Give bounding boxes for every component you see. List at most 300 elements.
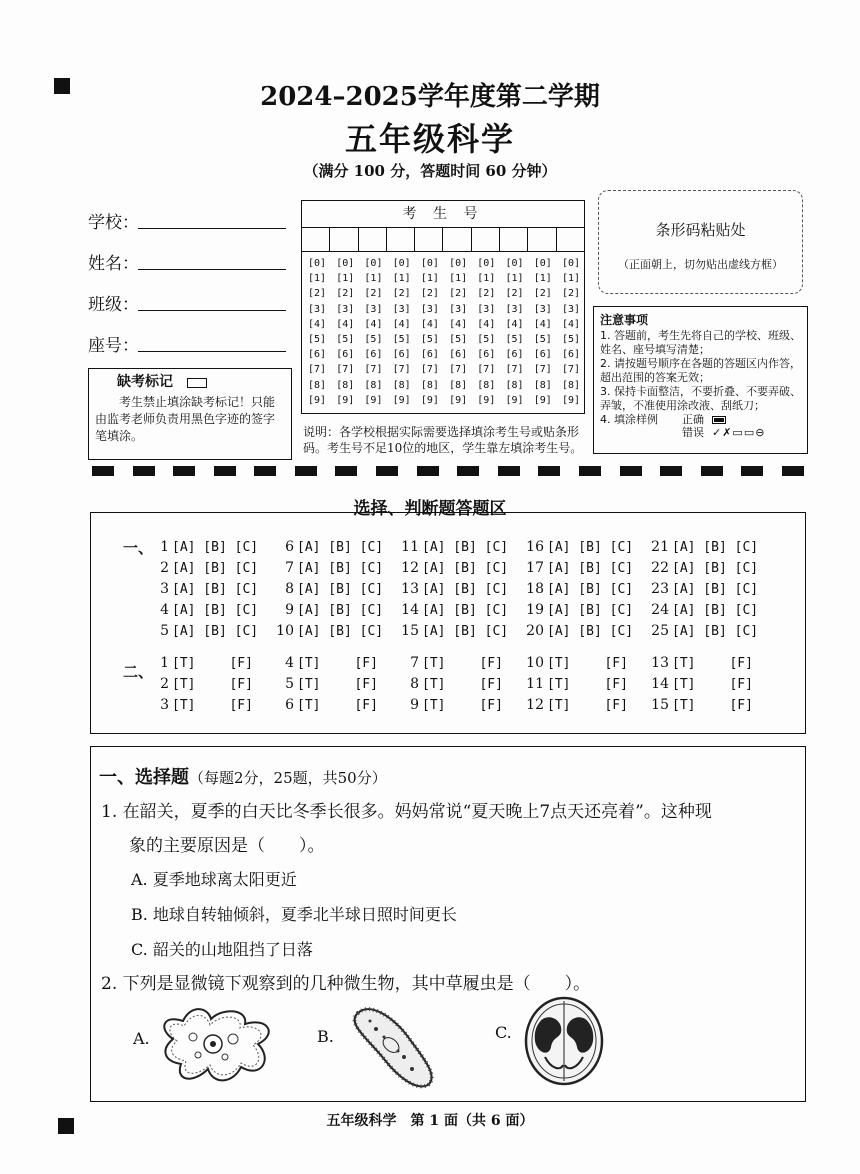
student-id-bubble[interactable]: [1] [449,273,468,285]
student-id-bubble[interactable]: [5] [505,333,524,345]
tf-answer-row[interactable] [649,655,753,671]
student-id-digit-row [304,319,584,334]
tf-answer-row[interactable] [399,676,503,692]
choice-options[interactable]: [A] [B] [C] [547,624,634,639]
student-id-bubble[interactable]: [9] [336,394,355,406]
false-option[interactable]: [F] [229,677,253,692]
seat-field[interactable] [138,351,286,352]
student-id-bubble[interactable]: [1] [533,273,552,285]
answer-area-title: 选择、判断题答题区 [353,499,507,519]
q1-text-cont: 象的主要原因是（ ）。 [129,836,325,856]
choice-options[interactable]: [A] [B] [C] [297,561,384,576]
student-id-bubble[interactable]: [4] [533,318,552,330]
question-number: 16 [526,539,544,555]
choice-answer-row[interactable] [399,560,508,576]
true-option[interactable]: [T] [297,677,321,692]
student-id-bubble[interactable]: [5] [307,333,327,345]
student-id-bubble[interactable]: [6] [561,349,580,361]
student-id-bubble[interactable]: [6] [392,349,411,361]
student-id-bubble[interactable]: [5] [477,333,496,345]
correct-fill-icon [712,416,726,424]
notice-item: 3. 保持卡面整洁，不要折叠、不要弄破、弄皱，不准使用涂改液、刮纸刀； [600,385,801,412]
student-id-digit-row [304,334,584,349]
student-id-bubble[interactable]: [7] [477,364,496,376]
tf-answer-row[interactable] [274,697,378,713]
student-id-bubble[interactable]: [3] [533,303,552,315]
choice-options[interactable]: [A] [B] [C] [547,540,634,555]
false-option[interactable]: [F] [354,677,378,692]
student-id-bubble[interactable]: [3] [420,303,439,315]
student-id-digit-row [304,380,584,395]
student-id-bubble[interactable]: [0] [307,258,327,269]
choice-options[interactable]: [A] [B] [C] [172,624,259,639]
choice-answer-row[interactable] [274,539,383,555]
tf-answer-row[interactable] [149,655,253,671]
student-id-bubble[interactable]: [1] [420,273,439,285]
question-number: 8 [410,676,419,692]
tf-answer-row[interactable] [649,697,753,713]
part2-label: 二、 [123,663,154,681]
fill-sample-label: 4. 填涂样例 [600,413,658,426]
question-number: 25 [651,623,669,639]
question-number: 15 [651,697,669,713]
notice-box [593,306,808,454]
school-field[interactable] [138,228,286,229]
question-number: 20 [526,623,544,639]
student-id-bubble[interactable]: [0] [364,258,383,269]
student-id-bubble[interactable]: [4] [505,318,524,330]
false-option[interactable]: [F] [229,656,253,671]
question-number: 7 [410,655,419,671]
choice-options[interactable]: [A] [B] [C] [547,603,634,618]
student-id-bubble[interactable]: [2] [336,288,355,300]
question-number: 11 [401,539,419,555]
student-id-bubble[interactable]: [7] [307,364,327,376]
student-id-bubble[interactable]: [9] [505,394,524,406]
question-number: 10 [276,623,294,639]
choice-answer-row[interactable] [149,560,258,576]
question-number: 7 [285,560,294,576]
fill-sample-wrong-label: 错误 [682,426,704,439]
choice-answer-row[interactable] [274,623,383,639]
student-id-bubble[interactable]: [3] [364,303,383,315]
part1-label: 一、 [123,539,154,557]
student-id-bubble[interactable]: [4] [561,318,580,330]
amoeba-image [153,999,283,1087]
choice-options[interactable]: [A] [B] [C] [672,603,759,618]
cut-line-dash [701,466,723,476]
question-number: 22 [651,560,669,576]
student-id-bubble[interactable]: [0] [336,258,355,269]
notice-item: 1. 答题前，考生先将自己的学校、班级、姓名、座号填写清楚； [600,329,801,356]
student-id-bubble[interactable]: [6] [336,349,355,361]
student-id-bubble[interactable]: [1] [364,273,383,285]
student-id-bubble[interactable]: [2] [420,288,439,300]
student-id-bubble[interactable]: [6] [364,349,383,361]
student-id-bubble[interactable]: [3] [336,303,355,315]
question-number: 1 [160,655,169,671]
student-id-bubble[interactable]: [7] [336,364,355,376]
absent-mark-checkbox[interactable] [187,378,207,388]
choice-options[interactable]: [A] [B] [C] [422,624,509,639]
student-id-bubble[interactable]: [5] [449,333,468,345]
student-id-bubble[interactable]: [9] [477,394,496,406]
cut-line-dash [417,466,439,476]
student-id-bubble[interactable]: [4] [364,318,383,330]
student-id-bubble[interactable]: [8] [392,379,411,391]
student-id-bubble[interactable]: [4] [392,318,411,330]
student-id-bubble[interactable]: [5] [533,333,552,345]
answer-area-box [90,512,806,734]
tf-answer-row[interactable] [399,697,503,713]
false-option[interactable]: [F] [229,698,253,713]
student-id-bubble[interactable]: [5] [420,333,439,345]
student-id-bubble[interactable]: [5] [336,333,355,345]
false-option[interactable]: [F] [729,656,753,671]
question-number: 8 [285,581,294,597]
false-option[interactable]: [F] [729,698,753,713]
student-id-bubble[interactable]: [8] [420,379,439,391]
choice-section-heading [99,763,387,789]
cut-line-dash [620,466,642,476]
student-id-bubble[interactable]: [6] [420,349,439,361]
student-id-bubble[interactable]: [4] [449,318,468,330]
question-number: 24 [651,602,669,618]
cut-line-dash [295,466,317,476]
choice-options[interactable]: [A] [B] [C] [172,603,259,618]
student-id-bubble[interactable]: [6] [533,349,552,361]
false-option[interactable]: [F] [729,677,753,692]
tf-answer-row[interactable] [524,697,628,713]
barcode-subtitle: （正面朝上，切勿贴出虚线方框） [618,258,783,271]
true-option[interactable]: [T] [547,698,571,713]
student-id-bubble[interactable]: [8] [561,379,580,391]
student-id-bubble[interactable]: [1] [477,273,496,285]
student-id-digit-row [304,258,584,273]
absent-mark-title: 缺考标记 [117,374,173,390]
tf-answer-row[interactable] [274,676,378,692]
question-number: 9 [285,602,294,618]
cut-line-divider [92,466,804,476]
question-number: 19 [526,602,544,618]
exam-term-title: 2024–2025学年度第二学期 [260,82,600,112]
true-option[interactable]: [T] [547,656,571,671]
student-id-bubble[interactable]: [0] [449,258,468,269]
question-number: 11 [526,676,544,692]
student-id-bubble[interactable]: [1] [561,273,580,285]
student-id-bubble[interactable]: [8] [449,379,468,391]
student-id-bubble[interactable]: [9] [449,394,468,406]
true-option[interactable]: [T] [672,656,696,671]
question-number: 2 [160,676,169,692]
student-id-bubble[interactable]: [9] [364,394,383,406]
question-number: 4 [160,602,169,618]
question-number: 5 [160,623,169,639]
student-id-bubble[interactable]: [5] [561,333,580,345]
false-option[interactable]: [F] [604,698,628,713]
student-id-bubble[interactable]: [8] [364,379,383,391]
student-id-bubble[interactable]: [9] [392,394,411,406]
choice-options[interactable]: [A] [B] [C] [422,582,509,597]
true-option[interactable]: [T] [422,656,446,671]
student-id-bubble[interactable]: [0] [420,258,439,269]
student-id-bubble[interactable]: [1] [392,273,411,285]
choice-answer-row[interactable] [524,581,633,597]
question-number: 12 [401,560,419,576]
false-option[interactable]: [F] [479,677,503,692]
choice-options[interactable]: [A] [B] [C] [297,582,384,597]
true-option[interactable]: [T] [172,677,196,692]
choice-options[interactable]: [A] [B] [C] [172,561,259,576]
false-option[interactable]: [F] [354,698,378,713]
cut-line-dash [498,466,520,476]
student-id-bubble[interactable]: [7] [364,364,383,376]
choice-answer-row[interactable] [399,602,508,618]
student-id-bubble[interactable]: [6] [505,349,524,361]
q2-option-c: C. [495,1023,512,1042]
student-id-bubble[interactable]: [0] [392,258,411,269]
choice-options[interactable]: [A] [B] [C] [672,624,759,639]
false-option[interactable]: [F] [479,656,503,671]
student-id-bubble[interactable]: [7] [449,364,468,376]
cut-line-dash [335,466,357,476]
choice-answer-row[interactable] [399,539,508,555]
student-id-bubble[interactable]: [2] [449,288,468,300]
cut-line-dash [660,466,682,476]
false-option[interactable]: [F] [604,677,628,692]
notice-title: 注意事项 [600,313,649,327]
student-id-bubble[interactable]: [0] [505,258,524,269]
student-id-bubble[interactable]: [0] [561,258,580,269]
question-number: 12 [526,697,544,713]
choice-answer-row[interactable] [524,539,633,555]
student-id-bubble[interactable]: [4] [477,318,496,330]
student-id-bubble[interactable]: [8] [505,379,524,391]
student-id-digit-row [304,349,584,364]
class-field[interactable] [138,310,286,311]
student-id-bubble-grid[interactable] [304,258,584,410]
student-id-digit-row [304,288,584,303]
student-id-bubble[interactable]: [2] [533,288,552,300]
choice-answer-row[interactable] [649,623,758,639]
false-option[interactable]: [F] [604,656,628,671]
student-id-bubble[interactable]: [4] [307,318,327,330]
choice-options[interactable]: [A] [B] [C] [172,540,259,555]
student-id-bubble[interactable]: [8] [533,379,552,391]
choice-options[interactable]: [A] [B] [C] [672,540,759,555]
choice-options[interactable]: [A] [B] [C] [297,603,384,618]
student-id-bubble[interactable]: [2] [561,288,580,300]
choice-answer-row[interactable] [274,602,383,618]
tf-answer-row[interactable] [149,697,253,713]
cut-line-dash [133,466,155,476]
question-number: 17 [526,560,544,576]
true-option[interactable]: [T] [172,698,196,713]
student-id-bubble[interactable]: [9] [533,394,552,406]
tf-answer-row[interactable] [524,655,628,671]
barcode-title: 条形码粘贴处 [655,221,746,239]
student-id-bubble[interactable]: [7] [505,364,524,376]
student-id-bubble[interactable]: [7] [561,364,580,376]
tf-answer-row[interactable] [274,655,378,671]
student-id-bubble[interactable]: [2] [392,288,411,300]
q2-option-b: B. [317,1027,334,1046]
page-footer: 五年级科学 第 1 面（共 6 面） [326,1113,534,1129]
cut-line-dash [579,466,601,476]
choice-section-title: 一、选择题 [99,767,189,788]
choice-options[interactable]: [A] [B] [C] [672,561,759,576]
student-id-bubble[interactable]: [6] [307,349,327,361]
choice-options[interactable]: [A] [B] [C] [672,582,759,597]
question-number: 15 [401,623,419,639]
question-number: 3 [160,697,169,713]
student-id-bubble[interactable]: [2] [307,288,327,300]
student-id-bubble[interactable]: [4] [336,318,355,330]
fill-sample-correct-label: 正确 [682,413,704,426]
question-number: 6 [285,539,294,555]
student-id-bubble[interactable]: [7] [392,364,411,376]
question-number: 4 [285,655,294,671]
student-id-write-cells[interactable] [302,228,584,252]
cut-line-dash [173,466,195,476]
tf-answer-row[interactable] [649,676,753,692]
true-option[interactable]: [T] [297,698,321,713]
class-label: 班级： [88,295,139,315]
choice-options[interactable]: [A] [B] [C] [422,561,509,576]
q1-text: 1. 在韶关，夏季的白天比冬季长很多。妈妈常说“夏天晚上7点天还亮着”。这种现 [101,802,712,822]
cut-line-dash [214,466,236,476]
true-option[interactable]: [T] [422,677,446,692]
choice-answer-row[interactable] [274,560,383,576]
student-id-bubble[interactable]: [6] [449,349,468,361]
question-number: 2 [160,560,169,576]
choice-options[interactable]: [A] [B] [C] [422,603,509,618]
q2-option-a: A. [133,1029,150,1048]
choice-options[interactable]: [A] [B] [C] [297,540,384,555]
student-id-box [301,200,585,414]
choice-options[interactable]: [A] [B] [C] [547,582,634,597]
student-id-bubble[interactable]: [5] [392,333,411,345]
cut-line-dash [538,466,560,476]
choice-answer-row[interactable] [649,560,758,576]
student-id-bubble[interactable]: [0] [533,258,552,269]
false-option[interactable]: [F] [354,656,378,671]
question-number: 21 [651,539,669,555]
choice-options[interactable]: [A] [B] [C] [422,540,509,555]
choice-options[interactable]: [A] [B] [C] [172,582,259,597]
choice-answer-row[interactable] [399,581,508,597]
choice-answer-row[interactable] [399,623,508,639]
student-id-bubble[interactable]: [1] [336,273,355,285]
choice-answer-row[interactable] [649,539,758,555]
student-id-bubble[interactable]: [2] [505,288,524,300]
student-id-digit-row [304,273,584,288]
student-id-bubble[interactable]: [1] [307,273,327,285]
student-id-bubble[interactable]: [2] [364,288,383,300]
true-option[interactable]: [T] [547,677,571,692]
student-id-bubble[interactable]: [8] [477,379,496,391]
student-id-bubble[interactable]: [8] [336,379,355,391]
student-id-bubble[interactable]: [5] [364,333,383,345]
student-id-bubble[interactable]: [9] [420,394,439,406]
student-id-bubble[interactable]: [9] [561,394,580,406]
true-option[interactable]: [T] [172,656,196,671]
tf-answer-row[interactable] [524,676,628,692]
cut-line-dash [457,466,479,476]
question-number: 6 [285,697,294,713]
wrong-fill-icons: ✓✗▭▭⊖ [712,426,766,439]
choice-answer-row[interactable] [524,560,633,576]
choice-answer-row[interactable] [524,623,633,639]
choice-answer-row[interactable] [524,602,633,618]
question-number: 18 [526,581,544,597]
true-option[interactable]: [T] [422,698,446,713]
name-label: 姓名： [88,254,139,274]
choice-section-note: （每题2分，25题，共50分） [189,769,387,787]
student-id-bubble[interactable]: [7] [533,364,552,376]
student-id-bubble[interactable]: [4] [420,318,439,330]
student-id-bubble[interactable]: [3] [505,303,524,315]
student-id-bubble[interactable]: [2] [477,288,496,300]
choice-answer-row[interactable] [649,602,758,618]
student-id-digit-row [304,364,584,379]
student-id-bubble[interactable]: [3] [392,303,411,315]
choice-answer-row[interactable] [149,581,258,597]
q1-option-a: A. 夏季地球离太阳更近 [131,870,297,889]
choice-answer-row[interactable] [149,623,258,639]
choice-options[interactable]: [A] [B] [C] [297,624,384,639]
false-option[interactable]: [F] [479,698,503,713]
student-id-bubble[interactable]: [3] [307,303,327,315]
true-option[interactable]: [T] [672,677,696,692]
cut-line-dash [376,466,398,476]
name-field[interactable] [138,269,286,270]
notice-item: 2. 请按题号顺序在各题的答题区内作答，超出范围的答案无效； [600,357,801,384]
paramecium-image [346,999,446,1091]
student-id-bubble[interactable]: [3] [477,303,496,315]
student-id-bubble[interactable]: [9] [307,394,327,406]
q2-text: 2. 下列是显微镜下观察到的几种微生物，其中草履虫是（ ）。 [101,974,591,994]
student-id-bubble[interactable]: [0] [477,258,496,269]
student-id-bubble[interactable]: [6] [477,349,496,361]
student-id-bubble[interactable]: [7] [420,364,439,376]
question-number: 10 [526,655,544,671]
tf-answer-row[interactable] [149,676,253,692]
student-id-digit-row [304,395,584,410]
question-number: 14 [401,602,419,618]
cut-line-dash [782,466,804,476]
exam-score-time: （满分 100 分，答题时间 60 分钟） [303,162,557,180]
student-id-bubble[interactable]: [8] [307,379,327,391]
choice-answer-row[interactable] [649,581,758,597]
absent-mark-text: 考生禁止填涂缺考标记！只能由监考老师负责用黑色字迹的签字笔填涂。 [95,395,276,443]
true-option[interactable]: [T] [672,698,696,713]
choice-answer-row[interactable] [149,602,258,618]
seat-label: 座号： [88,336,139,356]
student-id-bubble[interactable]: [3] [561,303,580,315]
question-number: 14 [651,676,669,692]
student-id-bubble[interactable]: [1] [505,273,524,285]
cut-line-dash [92,466,114,476]
question-number: 1 [160,539,169,555]
choice-options[interactable]: [A] [B] [C] [547,561,634,576]
true-option[interactable]: [T] [297,656,321,671]
choice-answer-row[interactable] [149,539,258,555]
tf-answer-row[interactable] [399,655,503,671]
cut-line-dash [254,466,276,476]
choice-answer-row[interactable] [274,581,383,597]
student-id-bubble[interactable]: [3] [449,303,468,315]
